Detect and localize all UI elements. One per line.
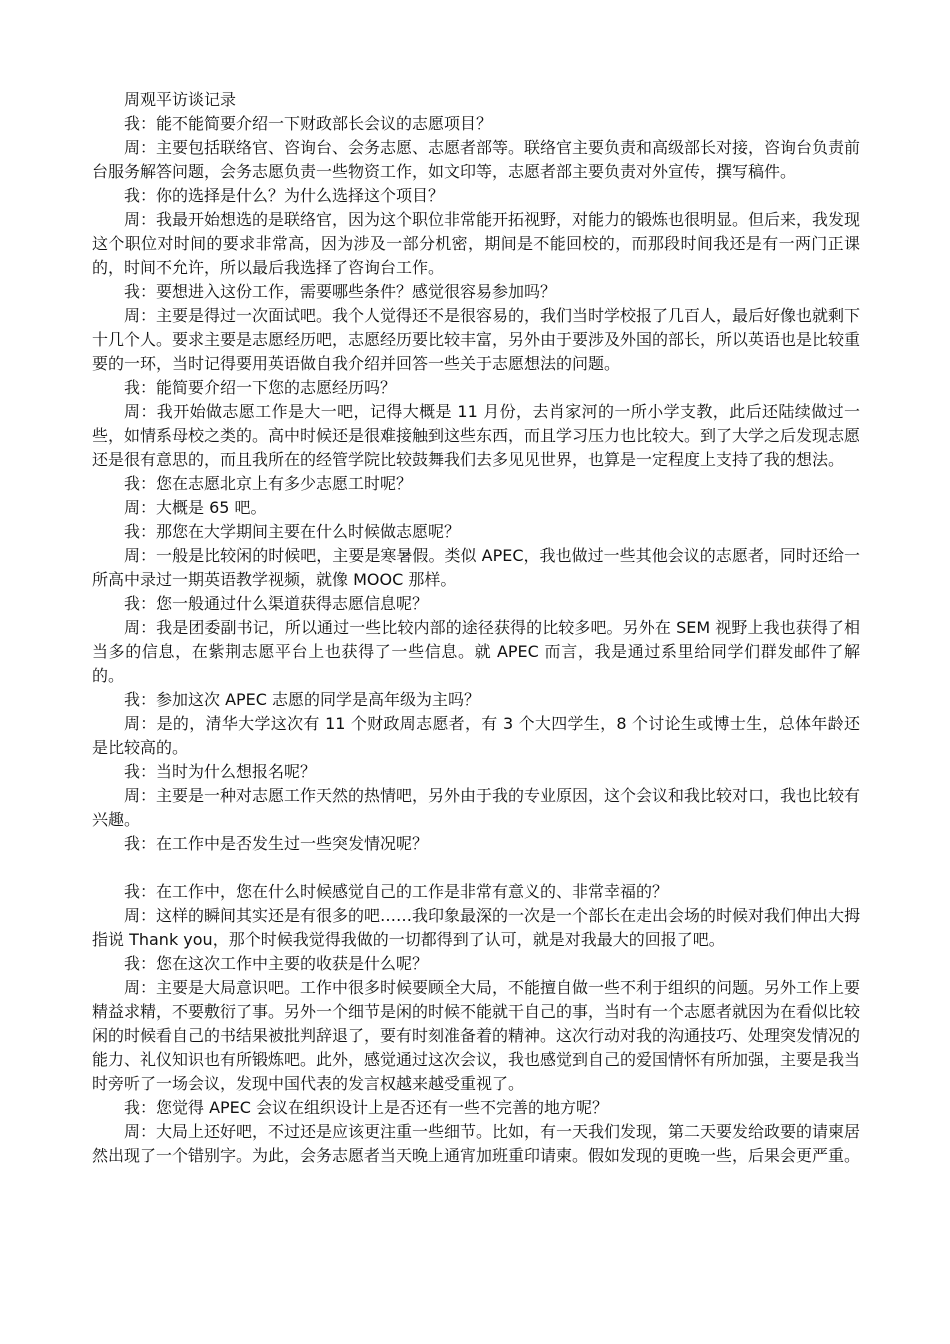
paragraph: 周：主要是一种对志愿工作天然的热情吧，另外由于我的专业原因，这个会议和我比较对口，我也比较有兴趣。: [92, 786, 861, 829]
paragraph: 周：我最开始想选的是联络官，因为这个职位非常能开拓视野，对能力的锻炼也很明显。但后来，我发现这个职位对时间的要求非常高，因为涉及一部分机密，期间是不能回校的，而那段时间我还是有一两门正课的，时间不允许，所以最后我选择了咨询台工作。: [92, 210, 861, 277]
paragraph: 我：那您在大学期间主要在什么时候做志愿呢？: [124, 522, 461, 541]
paragraph: 周：主要包括联络官、咨询台、会务志愿、志愿者部等。联络官主要负责和高级部长对接，咨询台负责前台服务解答问题，会务志愿负责一些物资工作，如文印等，志愿者部主要负责对外宣传，撰写稿件。: [92, 138, 861, 181]
paragraph: 周：是的，清华大学这次有 11 个财政周志愿者，有 3 个大四学生，8 个讨论生或博士生，总体年龄还是比较高的。: [92, 714, 860, 757]
blank-line: [92, 856, 860, 880]
paragraph: 我：你的选择是什么？为什么选择这个项目？: [124, 186, 445, 205]
paragraph: 我：您一般通过什么渠道获得志愿信息呢？: [124, 594, 429, 613]
paragraph: 我：要想进入这份工作，需要哪些条件？感觉很容易参加吗？: [124, 282, 557, 301]
paragraph: 周：一般是比较闲的时候吧，主要是寒暑假。类似 APEC，我也做过一些其他会议的志愿者，同时还给一所高中录过一期英语教学视频，就像 MOOC 那样。: [92, 546, 860, 589]
paragraph: 我：您在这次工作中主要的收获是什么呢？: [124, 954, 429, 973]
paragraph: 我：能简要介绍一下您的志愿经历吗？: [124, 378, 397, 397]
document-body: [92, 88, 860, 1168]
paragraph: 我：参加这次 APEC 志愿的同学是高年级为主吗？: [124, 690, 481, 709]
paragraph: 我：在工作中，您在什么时候感觉自己的工作是非常有意义的、非常幸福的？: [124, 882, 669, 901]
paragraph: 我：当时为什么想报名呢？: [124, 762, 317, 781]
paragraph: 我：您觉得 APEC 会议在组织设计上是否还有一些不完善的地方呢？: [124, 1098, 609, 1117]
paragraph: 我：您在志愿北京上有多少志愿工时呢？: [124, 474, 413, 493]
paragraph: 周：主要是大局意识吧。工作中很多时候要顾全大局，不能擅自做一些不利于组织的问题。另外工作上要精益求精，不要敷衍了事。另外一个细节是闲的时候不能就干自己的事，当时有一个志愿者就因为在看似比较闲的时候看自己的书结果被批判辞退了，要有时刻准备着的精神。这次行动对我的沟通技巧、处理突发情况的能力、礼仪知识也有所锻炼吧。此外，感觉通过这次会议，我也感觉到自己的爱国情怀有所加强，主要是我当时旁听了一场会议，发现中国代表的发言权越来越受重视了。: [92, 978, 861, 1093]
document-title: 周观平访谈记录: [124, 90, 237, 109]
paragraph: 周：我是团委副书记，所以通过一些比较内部的途径获得的比较多吧。另外在 SEM 视野上我也获得了相当多的信息，在紫荆志愿平台上也获得了一些信息。就 APEC 而言，我是通过系里给同学们群发邮件了解的。: [92, 618, 860, 685]
paragraph: 我：能不能简要介绍一下财政部长会议的志愿项目？: [124, 114, 493, 133]
paragraph: 我：在工作中是否发生过一些突发情况呢？: [124, 834, 429, 853]
paragraph: 周：这样的瞬间其实还是有很多的吧……我印象最深的一次是一个部长在走出会场的时候对我们伸出大拇指说 Thank you，那个时候我觉得我做的一切都得到了认可，就是对我最大的回报了吧。: [92, 906, 861, 949]
paragraph: 周：大局上还好吧，不过还是应该更注重一些细节。比如，有一天我们发现，第二天要发给政要的请柬居然出现了一个错别字。为此，会务志愿者当天晚上通宵加班重印请柬。假如发现的更晚一些，后果会更严重。: [92, 1122, 861, 1165]
paragraph: 周：我开始做志愿工作是大一吧，记得大概是 11 月份，去肖家河的一所小学支教，此后还陆续做过一些，如情系母校之类的。高中时候还是很难接触到这些东西，而且学习压力也比较大。到了大学之后发现志愿还是很有意思的，而且我所在的经管学院比较鼓舞我们去多见见世界，也算是一定程度上支持了我的想法。: [92, 402, 861, 469]
paragraph: 周：主要是得过一次面试吧。我个人觉得还不是很容易的，我们当时学校报了几百人，最后好像也就剩下十几个人。要求主要是志愿经历吧，志愿经历要比较丰富，另外由于要涉及外国的部长，所以英语也是比较重要的一环，当时记得要用英语做自我介绍并回答一些关于志愿想法的问题。: [92, 306, 861, 373]
paragraph: 周：大概是 65 吧。: [124, 498, 267, 517]
